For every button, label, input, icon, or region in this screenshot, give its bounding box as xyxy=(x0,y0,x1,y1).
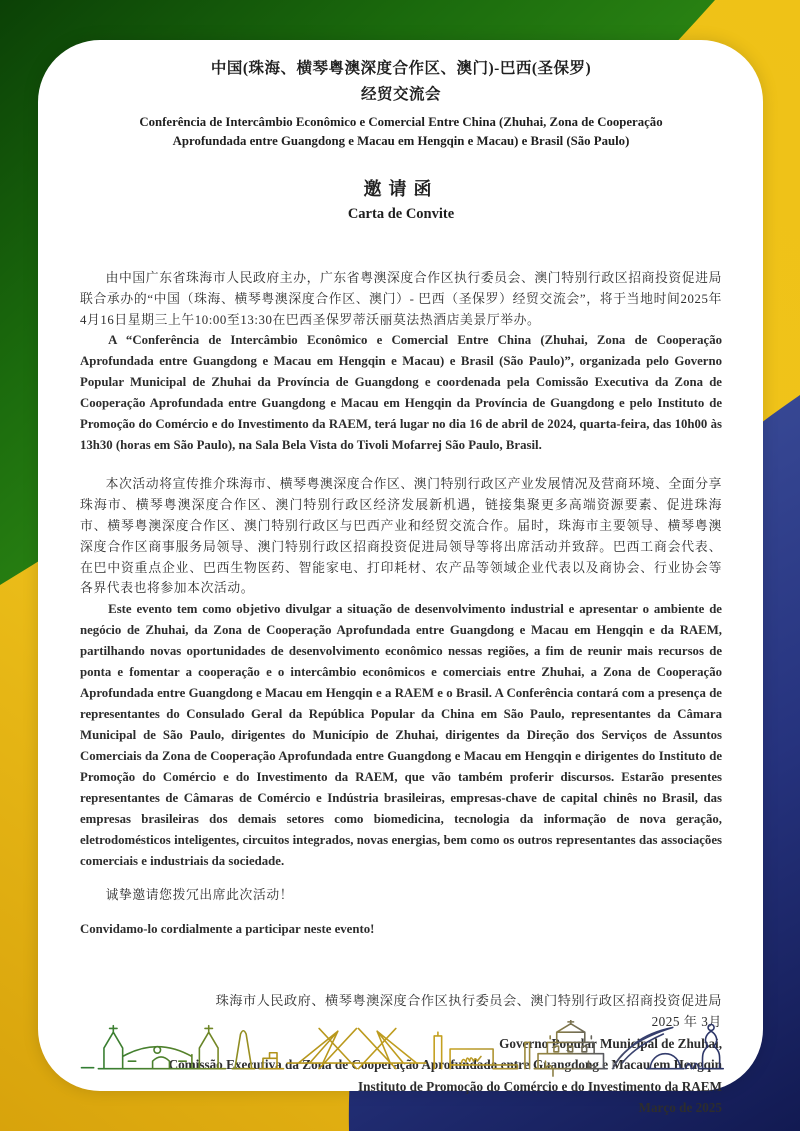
sao-paulo-cathedral xyxy=(98,1026,225,1069)
hand-sculpture-panel xyxy=(450,1049,517,1069)
signature-organizer-pt-1: Governo Popular Municipal de Zhuhai, xyxy=(499,1035,722,1051)
dome-building xyxy=(647,1054,684,1069)
closing-pt: Convidamo-lo cordialmente a participar neste evento! xyxy=(80,921,375,936)
paragraph-pt-event-overview: A “Conferência de Intercâmbio Econômico e Comercial Entre China (Zhuhai, Zona de Cooperação Aprofundada entre Guangdong e Macau em Hengqin e Macau) e Brasil (São Paulo)”, organizada pelo Governo Popular Municipal de Zhuhai da Província de Guangdong e coordenada pela Comissão Executiva da Zona de Cooperação Aprofundada entre Guangdong e Macau em Hengqin da Província de Guangdong e pelo Instituto de Promoção do Comércio e do Investimento da RAEM, terá lugar no dia 16 de abril de 2024, quarta-feira, das 10h00 às 13h30 (horas em São Paulo), na Sala Bela Vista do Tivoli Mofarrej São Paulo, Brasil. xyxy=(80,333,722,453)
invitation-document xyxy=(38,40,763,1116)
cathedral-rose-window xyxy=(154,1047,161,1054)
cable-stayed-bridge xyxy=(287,1028,425,1068)
invitation-heading-pt: Carta de Convite xyxy=(347,206,455,222)
signature-organizer-pt-2: Comissão Executiva da Zona de Cooperação Aprofundada entre Guangdong e Macau em Hengqin xyxy=(168,1057,722,1073)
paragraph-zh-event-overview: 由中国广东省珠海市人民政府主办，广东省粤澳深度合作区执行委员会、澳门特别行政区招商投资促进局联合承办的“中国（珠海、横琴粤澳深度合作区、澳门）- 巴西（圣保罗）经贸交流会”，将于当地时间2025年4月16日星期三上午10:00至13:30在巴西圣保罗蒂沃丽莫法热酒店美景厅举办。 xyxy=(80,271,722,327)
signature-date-zh: 2025 年 3月 xyxy=(651,1014,722,1030)
signature-date-pt: Março de 2025 xyxy=(638,1100,722,1116)
small-arches xyxy=(686,1064,699,1069)
conference-title-zh-line2: 经贸交流会 xyxy=(360,86,441,103)
conference-title-pt-line2: Aprofundada entre Guangdong e Macau em Hengqin e Macau) e Brasil (São Paulo) xyxy=(172,134,630,148)
ruins-of-st-paul xyxy=(534,1020,607,1076)
science-center-swoosh xyxy=(613,1027,673,1068)
signature-organizers-zh: 珠海市人民政府、横琴粤澳深度合作区执行委员会、澳门特别行政区招商投资促进局 xyxy=(215,992,722,1008)
paragraph-pt-event-details: Este evento tem como objetivo divulgar a situação de desenvolvimento industrial e apresentar o ambiente de negócio de Zhuhai, da Zona de Cooperação Aprofundada entre Guangdong e Macau em Hengqin e da RAEM, partilhando novas oportunidades de desenvolvimento econômico nessas regiões, a fim de reunir mais recursos de ponta e fomentar a cooperação e o intercâmbio econômicos e comerciais entre Zhuhai, a Zona de Cooperação Aprofundada entre Guangdong e Macau em Hengqin e a RAEM e o Brasil. A Conferência contará com a presença de representantes do Consulado Geral da República Popular da China em São Paulo, representantes da Câmara Municipal de São Paulo, dirigentes do Município de Zhuhai, dirigentes da Direção dos Serviços de Assuntos Comerciais da Zona de Cooperação Aprofundada entre Guangdong e Macau em Hengqin e dirigentes do Instituto de Promoção do Comércio e do Investimento da RAEM, que vão também proferir discursos. Estarão presentes representantes de Câmaras de Comércio e Indústria brasileiras, empresas-chave de capital chinês no Brasil, das empresas brasileiras dos demais setores como biomedicina, tecnologia da informação de nova geração, eletrodomésticos inteligentes, circuitos integrados, novas energias, bem como os outros representantes das associações comerciais e industriais da sociedade. xyxy=(80,602,722,869)
grand-lisboa-sphere xyxy=(708,1024,714,1030)
obelisk xyxy=(232,1031,254,1069)
grand-lisboa-tower xyxy=(699,1031,723,1068)
flag-pole xyxy=(525,1042,530,1068)
conference-title-pt-line1: Conferência de Intercâmbio Econômico e Comercial Entre China (Zhuhai, Zona de Cooperação xyxy=(139,115,663,129)
closing-lines xyxy=(80,885,722,940)
signature-organizer-pt-3: Instituto de Promoção do Comércio e do Investimento da RAEM xyxy=(358,1078,722,1094)
letter-body xyxy=(80,268,722,872)
invitation-heading-zh: 邀请函 xyxy=(363,179,439,199)
slab-towers xyxy=(434,1032,441,1068)
low-building xyxy=(259,1053,283,1069)
paragraph-zh-event-details: 本次活动将宣传推介珠海市、横琴粤澳深度合作区、澳门特别行政区产业发展情况及营商环境、全面分享珠海市、横琴粤澳深度合作区、澳门特别行政区经济发展新机遇，链接集聚更多高端资源要素、促进珠海市、横琴粤澳深度合作区、澳门特别行政区与巴西产业和经贸交流合作。届时，珠海市主要领导、横琴粤澳深度合作区商事服务局领导、澳门特别行政区招商投资促进局领导等将出席活动并致辞。巴西工商会代表、在巴中资重点企业、巴西生物医药、智能家电、打印耗材、农产品等领域企业代表以及商协会、行业协会等各界代表也将参加本次活动。 xyxy=(80,477,722,596)
closing-zh: 诚挚邀请您拨冗出席此次活动！ xyxy=(105,888,294,903)
conference-title-zh-line1: 中国(珠海、横琴粤澳深度合作区、澳门)-巴西(圣保罗) xyxy=(210,60,592,77)
city-skyline-icon xyxy=(68,1020,733,1078)
